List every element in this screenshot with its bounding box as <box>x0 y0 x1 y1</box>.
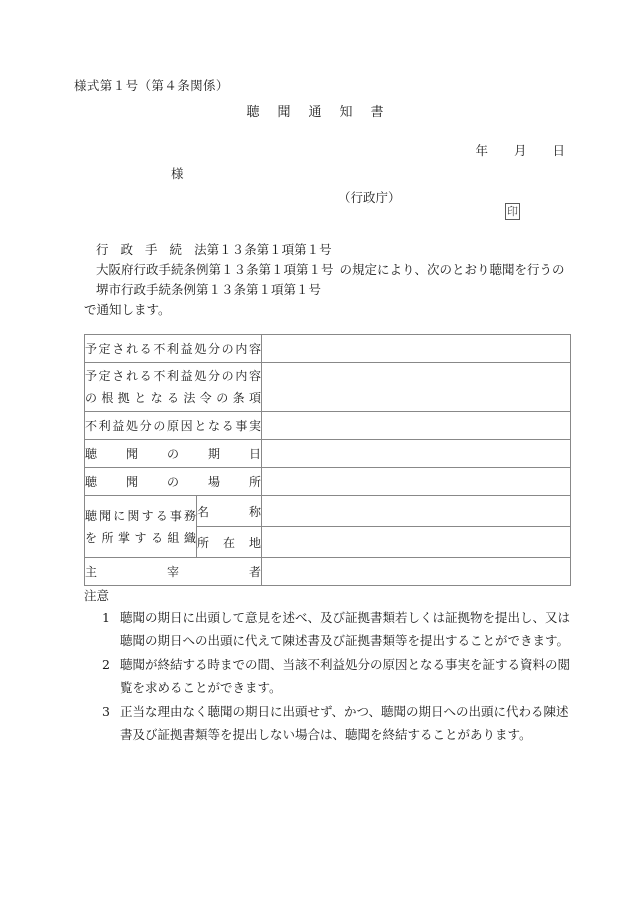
row-value-hearing-date[interactable] <box>262 440 571 468</box>
title-char-3: 通 <box>308 105 322 120</box>
citation-1-char-2: 政 <box>120 242 134 257</box>
table-row <box>85 440 571 468</box>
citation-law-2: 大阪府行政手続条例第１３条第１項第１号 <box>96 262 334 277</box>
note-text-2 <box>120 653 584 699</box>
note-number-3: 3 <box>102 704 110 719</box>
row-value-presiding-officer[interactable] <box>262 558 571 586</box>
row-label-legal-basis-line2: の根拠となる法令の条項 <box>85 391 262 405</box>
row-value-legal-basis[interactable] <box>262 363 571 412</box>
citation-1-char-4: 続 <box>169 242 183 257</box>
citation-row-1 <box>84 240 584 260</box>
citation-1-char-3: 手 <box>145 242 158 257</box>
date-line <box>0 141 578 159</box>
date-day-char: 日 <box>552 143 565 158</box>
issuing-agency-label: （行政庁） <box>338 190 401 205</box>
addressee-honorific: 様 <box>171 166 184 181</box>
notice-details-table <box>84 334 571 586</box>
table-row <box>85 412 571 440</box>
table-row <box>85 363 571 412</box>
row-label-org-address: 所在地 <box>197 527 262 558</box>
row-label-legal-basis <box>85 363 262 412</box>
note-2-line2: 覧を求めることができます。 <box>120 680 282 695</box>
clause-main-text: の規定により、次のとおり聴聞を行うの <box>339 262 565 277</box>
note-item <box>84 653 584 699</box>
citation-1-tail: 法第１３条第１項第１号 <box>194 242 332 257</box>
table-row <box>85 558 571 586</box>
row-value-org-name[interactable] <box>262 496 571 527</box>
note-number-2: 2 <box>102 657 110 672</box>
row-label-hearing-place: 聴聞の場所 <box>85 468 262 496</box>
table-row <box>85 335 571 363</box>
row-value-hearing-place[interactable] <box>262 468 571 496</box>
note-item <box>84 606 584 652</box>
row-label-cause-facts: 不利益処分の原因となる事実 <box>85 412 262 440</box>
note-number-1: 1 <box>102 610 110 625</box>
title-char-5: 書 <box>370 105 384 120</box>
row-label-legal-basis-line1: 予定される不利益処分の内容 <box>85 369 262 383</box>
seal-stamp-box: 印 <box>507 205 518 218</box>
note-3-line2: 書及び証拠書類等を提出しない場合は、聴聞を終結することがあります。 <box>120 727 532 742</box>
row-value-planned-disposition[interactable] <box>262 335 571 363</box>
date-month-char: 月 <box>513 143 527 158</box>
citation-law-1 <box>84 240 188 258</box>
date-year-char: 年 <box>475 143 488 158</box>
row-label-presiding-officer: 主宰者 <box>85 558 262 586</box>
row-label-planned-disposition: 予定される不利益処分の内容 <box>85 335 262 363</box>
row-label-responsible-org <box>85 496 197 558</box>
note-3-line1: 正当な理由なく聴聞の期日に出頭せず、かつ、聴聞の期日への出頭に代わる陳述 <box>120 704 569 719</box>
table-row <box>85 468 571 496</box>
clause-closing-text: で通知します。 <box>84 302 171 317</box>
note-item <box>84 700 584 746</box>
notes-section <box>84 586 584 747</box>
legal-clause-block <box>84 240 584 320</box>
row-value-org-address[interactable] <box>262 527 571 558</box>
title-char-1: 聴 <box>246 105 260 120</box>
citation-row-2 <box>84 260 584 280</box>
note-2-line1: 聴聞が終結する時までの間、当該不利益処分の原因となる事実を証する資料の閲 <box>120 657 571 672</box>
note-text-1 <box>120 606 584 652</box>
row-label-org-name: 名称 <box>197 496 262 527</box>
title-char-2: 聞 <box>277 105 291 120</box>
note-1-line2: 聴聞の期日への出頭に代えて陳述書及び証拠書類等を提出することができます。 <box>120 633 570 648</box>
page-title <box>0 101 630 120</box>
form-number: 様式第１号（第４条関係） <box>74 78 229 93</box>
citation-1-char-1: 行 <box>96 242 109 257</box>
row-label-responsible-org-line1: 聴聞に関する事務 <box>85 508 196 523</box>
note-1-line1: 聴聞の期日に出頭して意見を述べ、及び証拠書類若しくは証拠物を提出し、又は <box>120 610 571 625</box>
notes-heading: 注意 <box>84 588 110 603</box>
citation-law-3: 堺市行政手続条例第１３条第１項第１号 <box>96 282 322 297</box>
title-char-4: 知 <box>339 105 353 120</box>
note-text-3 <box>120 700 584 746</box>
row-label-responsible-org-line2: を所掌する組織 <box>85 530 196 545</box>
citation-row-3 <box>84 280 584 300</box>
table-row <box>85 496 571 527</box>
row-label-hearing-date: 聴聞の期日 <box>85 440 262 468</box>
row-value-cause-facts[interactable] <box>262 412 571 440</box>
